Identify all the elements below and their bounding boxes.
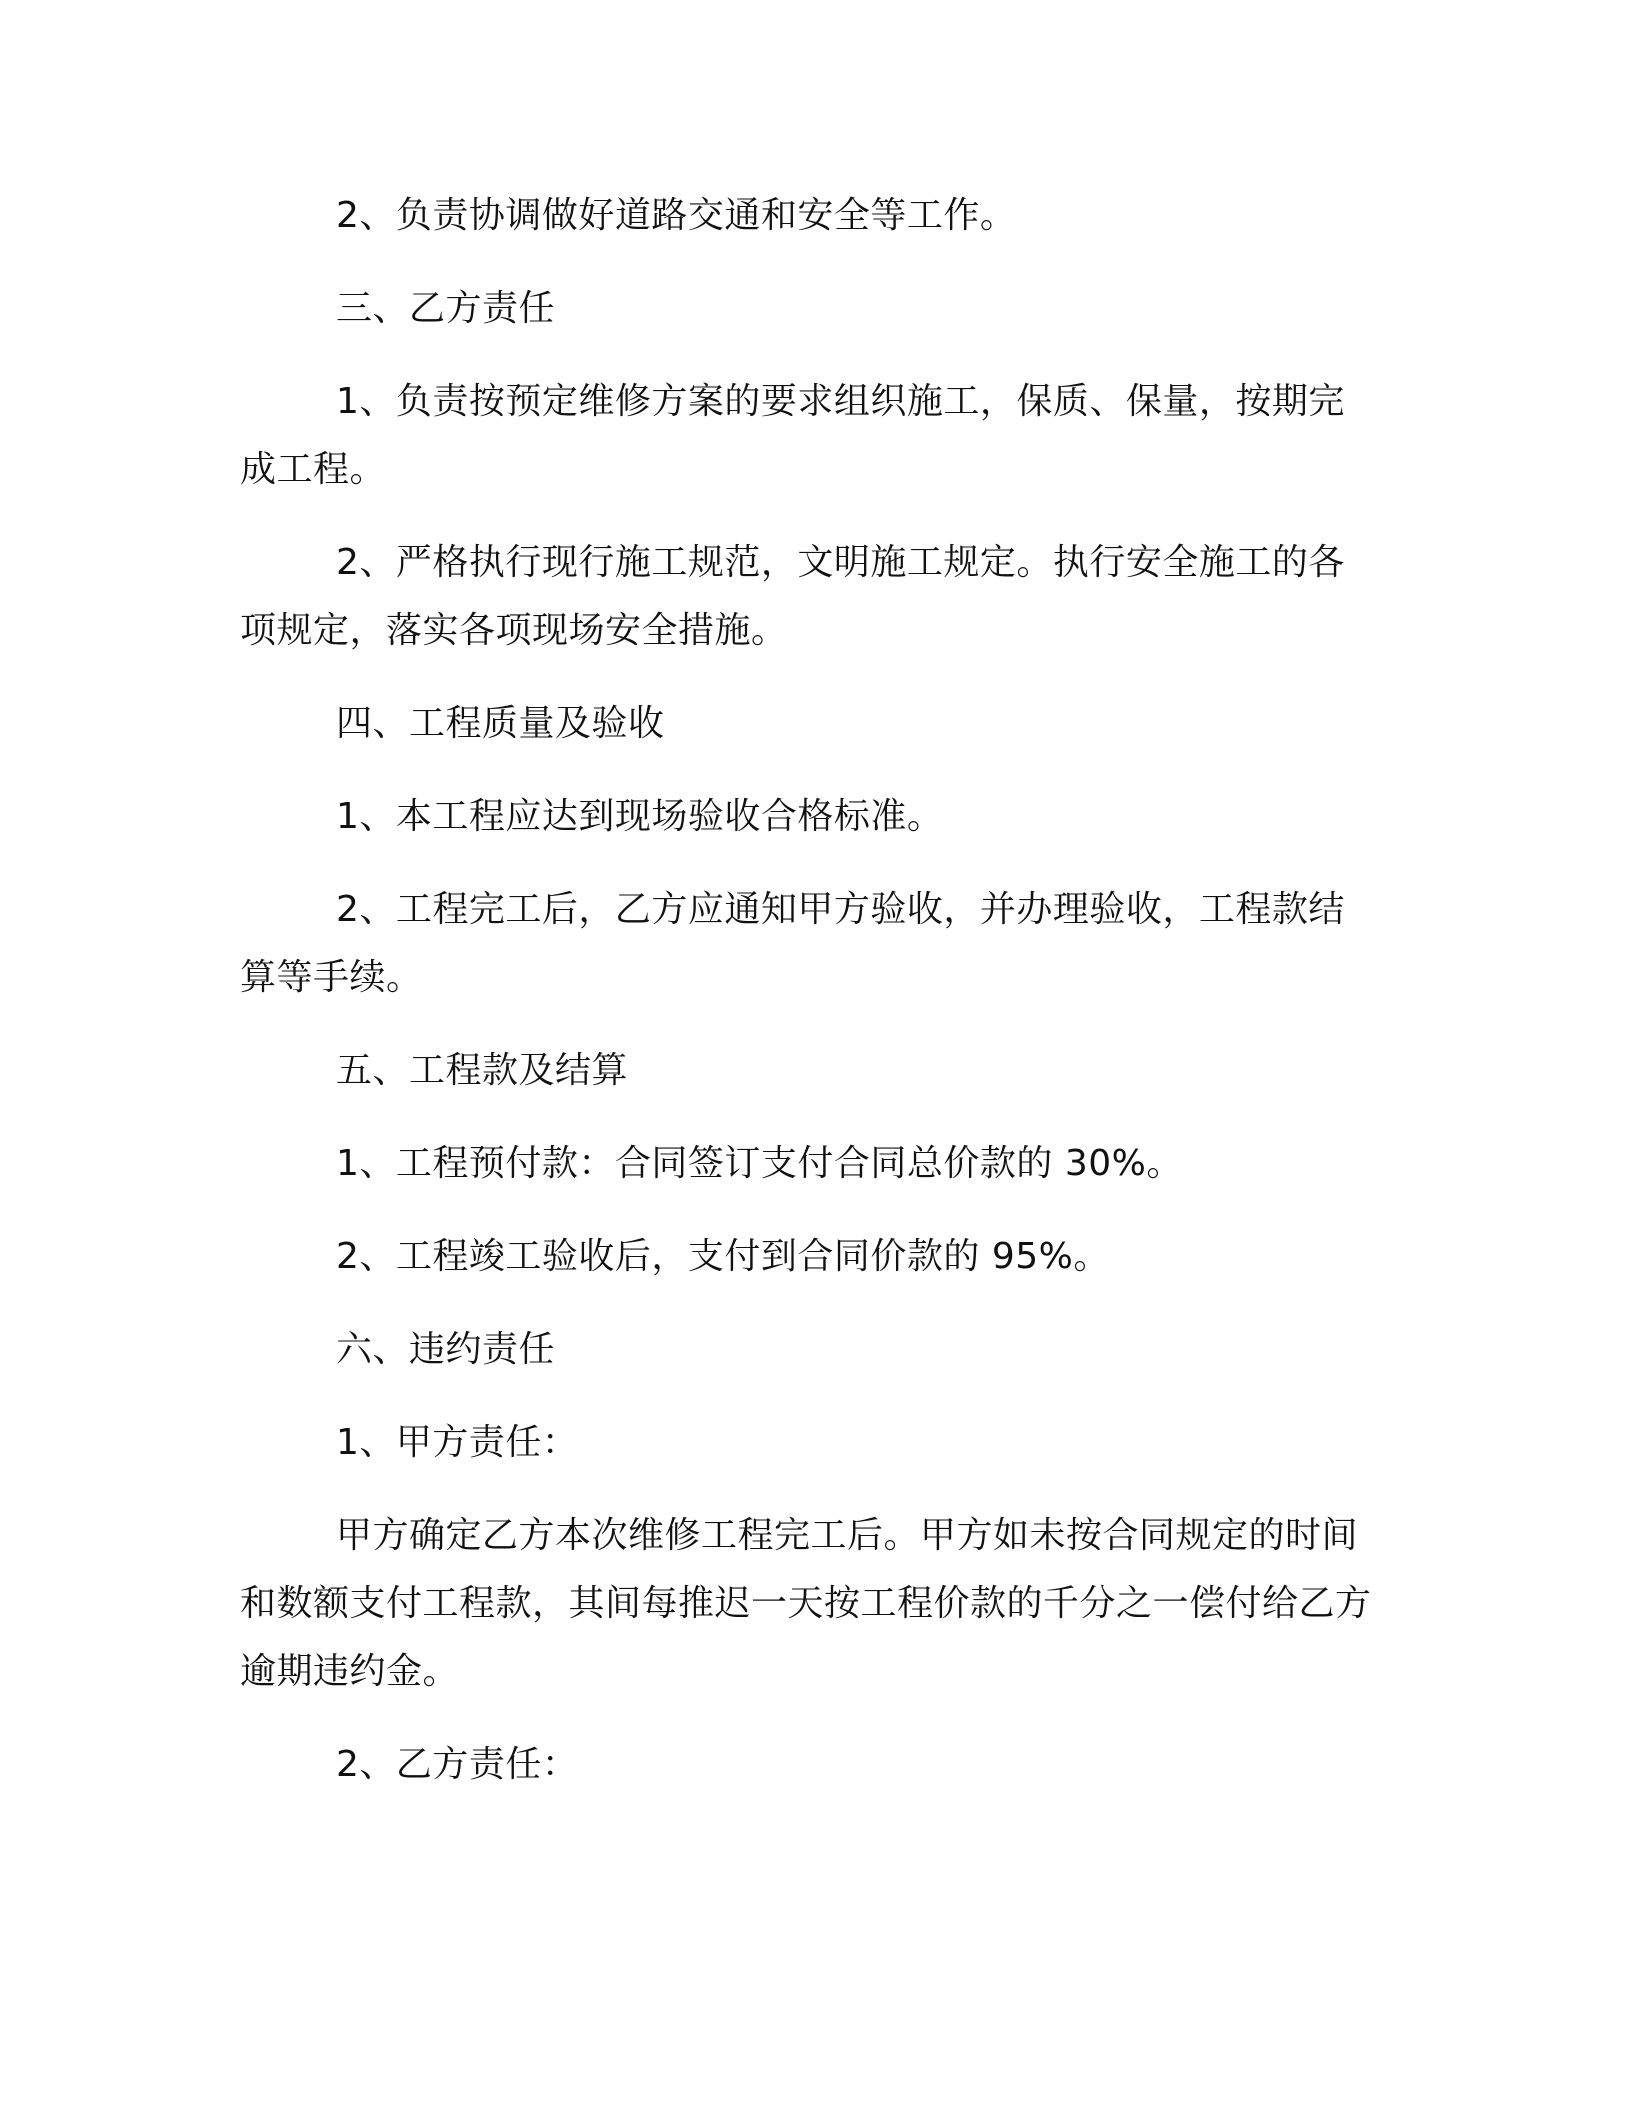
section-heading-quality-acceptance: 四、工程质量及验收 [336, 703, 665, 744]
paragraph-responsibility-traffic-safety: 2、负责协调做好道路交通和安全等工作。 [336, 195, 1017, 236]
section-heading-payment-settlement: 五、工程款及结算 [336, 1050, 629, 1091]
document-body [240, 182, 1380, 1799]
paragraph-construction-organization: 1、负责按预定维修方案的要求组织施工，保质、保量，按期完成工程。 [240, 381, 1345, 490]
section-heading-party-b-responsibility: 三、乙方责任 [336, 288, 556, 329]
subheading-party-a-liability: 1、甲方责任： [336, 1422, 579, 1463]
paragraph-completion-procedure: 2、工程完工后，乙方应通知甲方验收，并办理验收，工程款结算等手续。 [240, 889, 1345, 998]
subheading-party-b-liability: 2、乙方责任： [336, 1744, 579, 1785]
section-heading-breach-liability: 六、违约责任 [336, 1329, 556, 1370]
paragraph-completion-payment: 2、工程竣工验收后，支付到合同价款的 95%。 [336, 1236, 1110, 1277]
paragraph-acceptance-standard: 1、本工程应达到现场验收合格标准。 [336, 796, 944, 837]
paragraph-construction-norms: 2、严格执行现行施工规范，文明施工规定。执行安全施工的各项规定，落实各项现场安全措施。 [240, 542, 1345, 651]
paragraph-advance-payment: 1、工程预付款：合同签订支付合同总价款的 30%。 [336, 1143, 1183, 1184]
paragraph-party-a-penalty: 甲方确定乙方本次维修工程完工后。甲方如未按合同规定的时间和数额支付工程款，其间每推迟一天按工程价款的千分之一偿付给乙方逾期违约金。 [240, 1515, 1372, 1692]
